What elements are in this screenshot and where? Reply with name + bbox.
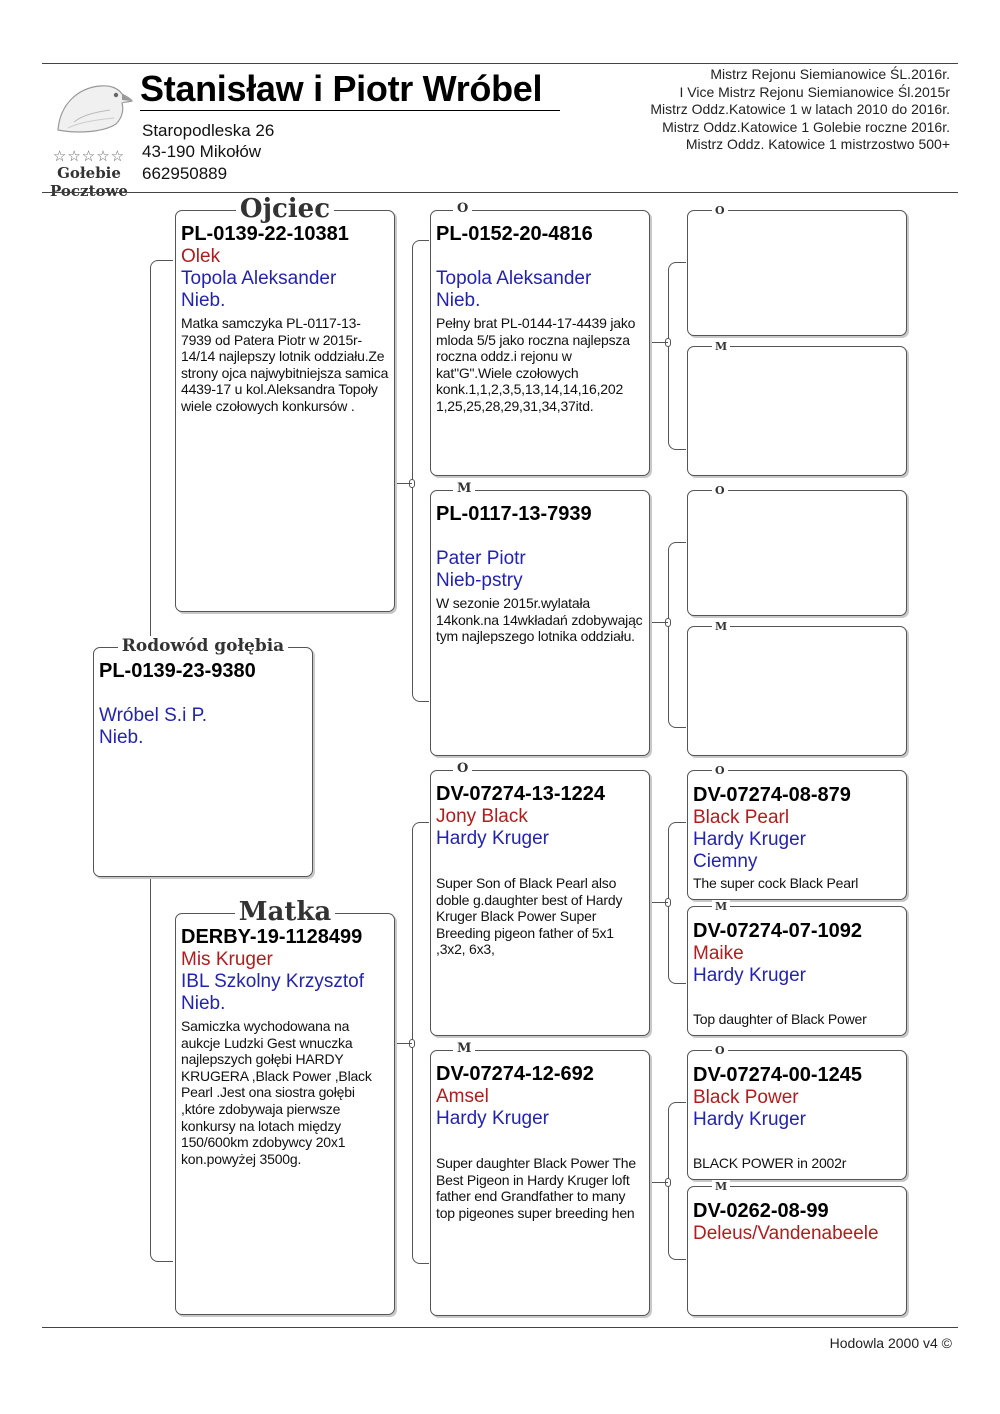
sex-label: M (431, 478, 649, 498)
breeder: Topola Aleksander (181, 268, 337, 289)
sex-label: O (431, 758, 649, 778)
address-street: Staropodleska 26 (142, 121, 275, 140)
paternal-grandfather-card[interactable] (430, 201, 650, 476)
great-grandparent-card-mff[interactable] (687, 764, 907, 900)
sex-label: O (688, 202, 906, 218)
connector-fm (668, 542, 686, 728)
breeder: Topola Aleksander (436, 268, 592, 289)
logo-line-1: Gołebie (57, 164, 121, 182)
breeder: Hardy Kruger (693, 1109, 806, 1130)
ring-number: PL-0139-23-9380 (99, 660, 256, 682)
pigeon-name: Black Power (693, 1087, 799, 1108)
ring-number: DV-0262-08-99 (693, 1200, 829, 1222)
sex-label: O (688, 762, 906, 778)
achievement-item: Mistrz Oddz. Katowice 1 mistrzostwo 500+ (685, 136, 950, 153)
pigeon-notes: The super cock Black Pearl (693, 875, 859, 891)
ring-number: PL-0139-22-10381 (181, 223, 349, 245)
feather-color: Nieb-pstry (436, 570, 523, 591)
pigeon-notes: Super daughter Black Power The Best Pigeon in Hardy Kruger loft father end Grandfather to many top pigeones super breeding hen (436, 1155, 636, 1221)
subject-pigeon-card[interactable] (93, 636, 313, 877)
phone-number: 662950889 (142, 164, 228, 183)
pigeon-notes: Matka samczyka PL-0117-13-7939 od Patera Piotr w 2015r- 14/14 najlepszy lotnik oddziału.Ze strony ojca najwybitniejsza samica 4439-17 u kol.Aleksandra Topoły wiele czołowych konkursów . (181, 315, 389, 414)
pigeon-notes: Super Son of Black Pearl also doble g.daughter best of Hardy Kruger Black Power Super Breeding pigeon father of 5x1 ,3x2, 6x3, (436, 875, 623, 958)
great-grandparent-card-mmf[interactable] (687, 1044, 907, 1180)
father-label: Ojciec (176, 194, 394, 224)
ring-number: DV-07274-13-1224 (436, 783, 606, 805)
great-grandparent-card-ffm[interactable] (687, 340, 907, 476)
software-credit: Hodowla 2000 v4 © (829, 1335, 952, 1351)
mother-card[interactable] (175, 897, 395, 1315)
pigeon-name: Amsel (436, 1086, 489, 1107)
ring-number: DV-07274-07-1092 (693, 920, 863, 942)
breeder: Hardy Kruger (436, 1108, 549, 1129)
great-grandparent-card-fmm[interactable] (687, 620, 907, 756)
sex-label: O (688, 1042, 906, 1058)
pigeon-notes: Samiczka wychodowana na aukcje Ludzki Gest wnuczka najlepszych gołębi HARDY KRUGERA ,Black Power ,Black Pearl .Jest ona siostra gołębi ,które zdobywaja pierwsze konkursy na lotach między 150/600km zdobywcy 20x1 kon.powyżej 3500g. (181, 1018, 372, 1167)
footer-rule (42, 1327, 958, 1328)
feather-color: Nieb. (181, 290, 226, 311)
breeder-name-title: Stanisław i Piotr Wróbel (140, 68, 543, 109)
pigeon-notes: BLACK POWER in 2002r (693, 1155, 847, 1171)
feather-color: Ciemny (693, 851, 758, 872)
great-grandparent-card-fmf[interactable] (687, 484, 907, 616)
great-grandparent-card-fff[interactable] (687, 204, 907, 336)
great-grandparent-card-mfm[interactable] (687, 900, 907, 1036)
connector-tick (650, 902, 668, 903)
feather-color: Nieb. (181, 993, 226, 1014)
maternal-grandmother-card[interactable] (430, 1041, 650, 1316)
feather-color: Nieb. (436, 290, 481, 311)
ring-number: DV-07274-08-879 (693, 784, 851, 806)
pigeon-name: Olek (181, 246, 221, 267)
connector-tick (394, 483, 412, 484)
title-underline (140, 110, 560, 111)
great-grandparent-card-mmm[interactable] (687, 1180, 907, 1316)
pigeon-name: Jony Black (436, 806, 528, 827)
ring-number: DV-07274-12-692 (436, 1063, 594, 1085)
achievements-list (650, 66, 950, 154)
achievement-item: Mistrz Rejonu Siemianowice ŚL.2016r. (710, 66, 950, 82)
pigeon-name: Mis Kruger (181, 949, 273, 970)
pigeon-notes: Top daughter of Black Power (693, 1011, 867, 1027)
achievement-item: I Vice Mistrz Rejonu Siemianowice Śl.2015r (679, 83, 950, 100)
address-city: 43-190 Mikołów (142, 142, 262, 161)
connector-tick (650, 1182, 668, 1183)
achievement-item: Mistrz Oddz.Katowice 1 Golebie roczne 2016r. (662, 118, 950, 135)
breeder: Pater Piotr (436, 548, 526, 569)
sex-label: M (688, 338, 906, 354)
breeder: Wróbel S.i P. (99, 705, 208, 726)
pigeon-notes: Pełny brat PL-0144-17-4439 jako mloda 5/5 jako roczna najlepsza roczna oddz.i rejonu w kat"G".Wiele czołowych konk.1,1,2,3,5,13,14,14,16,202 1,25,25,28,29,31,34,37itd. (436, 315, 636, 414)
sex-label: O (688, 482, 906, 498)
breeder: Hardy Kruger (693, 829, 806, 850)
sex-label: O (431, 198, 649, 218)
connector-father (412, 240, 429, 702)
sex-label: M (688, 898, 906, 914)
paternal-grandmother-card[interactable] (430, 481, 650, 756)
ring-number: DERBY-19-1128499 (181, 926, 363, 948)
logo-line-2: Pocztowe (50, 182, 128, 200)
mother-label: Matka (176, 897, 394, 927)
achievement-item: Mistrz Oddz.Katowice 1 w latach 2010 do 2016r. (650, 101, 950, 118)
pigeon-name: Maike (693, 943, 744, 964)
breeder: IBL Szkolny Krzysztof (181, 971, 365, 992)
connector-tick (650, 622, 668, 623)
connector-ff (668, 262, 686, 450)
sex-label: M (688, 618, 906, 634)
subject-label: Rodowód gołębia (94, 631, 312, 661)
maternal-grandfather-card[interactable] (430, 761, 650, 1036)
header-top-rule (42, 63, 958, 64)
pigeon-name: Black Pearl (693, 807, 790, 828)
father-card[interactable] (175, 194, 395, 612)
ring-number: PL-0117-13-7939 (436, 503, 592, 525)
logo-stars: ☆☆☆☆☆ (52, 147, 126, 165)
ring-number: PL-0152-20-4816 (436, 223, 593, 245)
pigeon-notes: W sezonie 2015r.wylatała 14konk.na 14wkładań zdobywając tym najlepszego lotnika oddziału. (436, 595, 643, 645)
pigeon-name: Deleus/Vandenabeele (693, 1223, 879, 1244)
sex-label: M (431, 1038, 649, 1058)
header-bottom-rule (42, 192, 958, 193)
feather-color: Nieb. (99, 727, 144, 748)
connector-tick (394, 1043, 412, 1044)
sex-label: M (688, 1178, 906, 1194)
breeder: Hardy Kruger (693, 965, 806, 986)
ring-number: DV-07274-00-1245 (693, 1064, 863, 1086)
connector-tick (650, 342, 668, 343)
breeder: Hardy Kruger (436, 828, 549, 849)
